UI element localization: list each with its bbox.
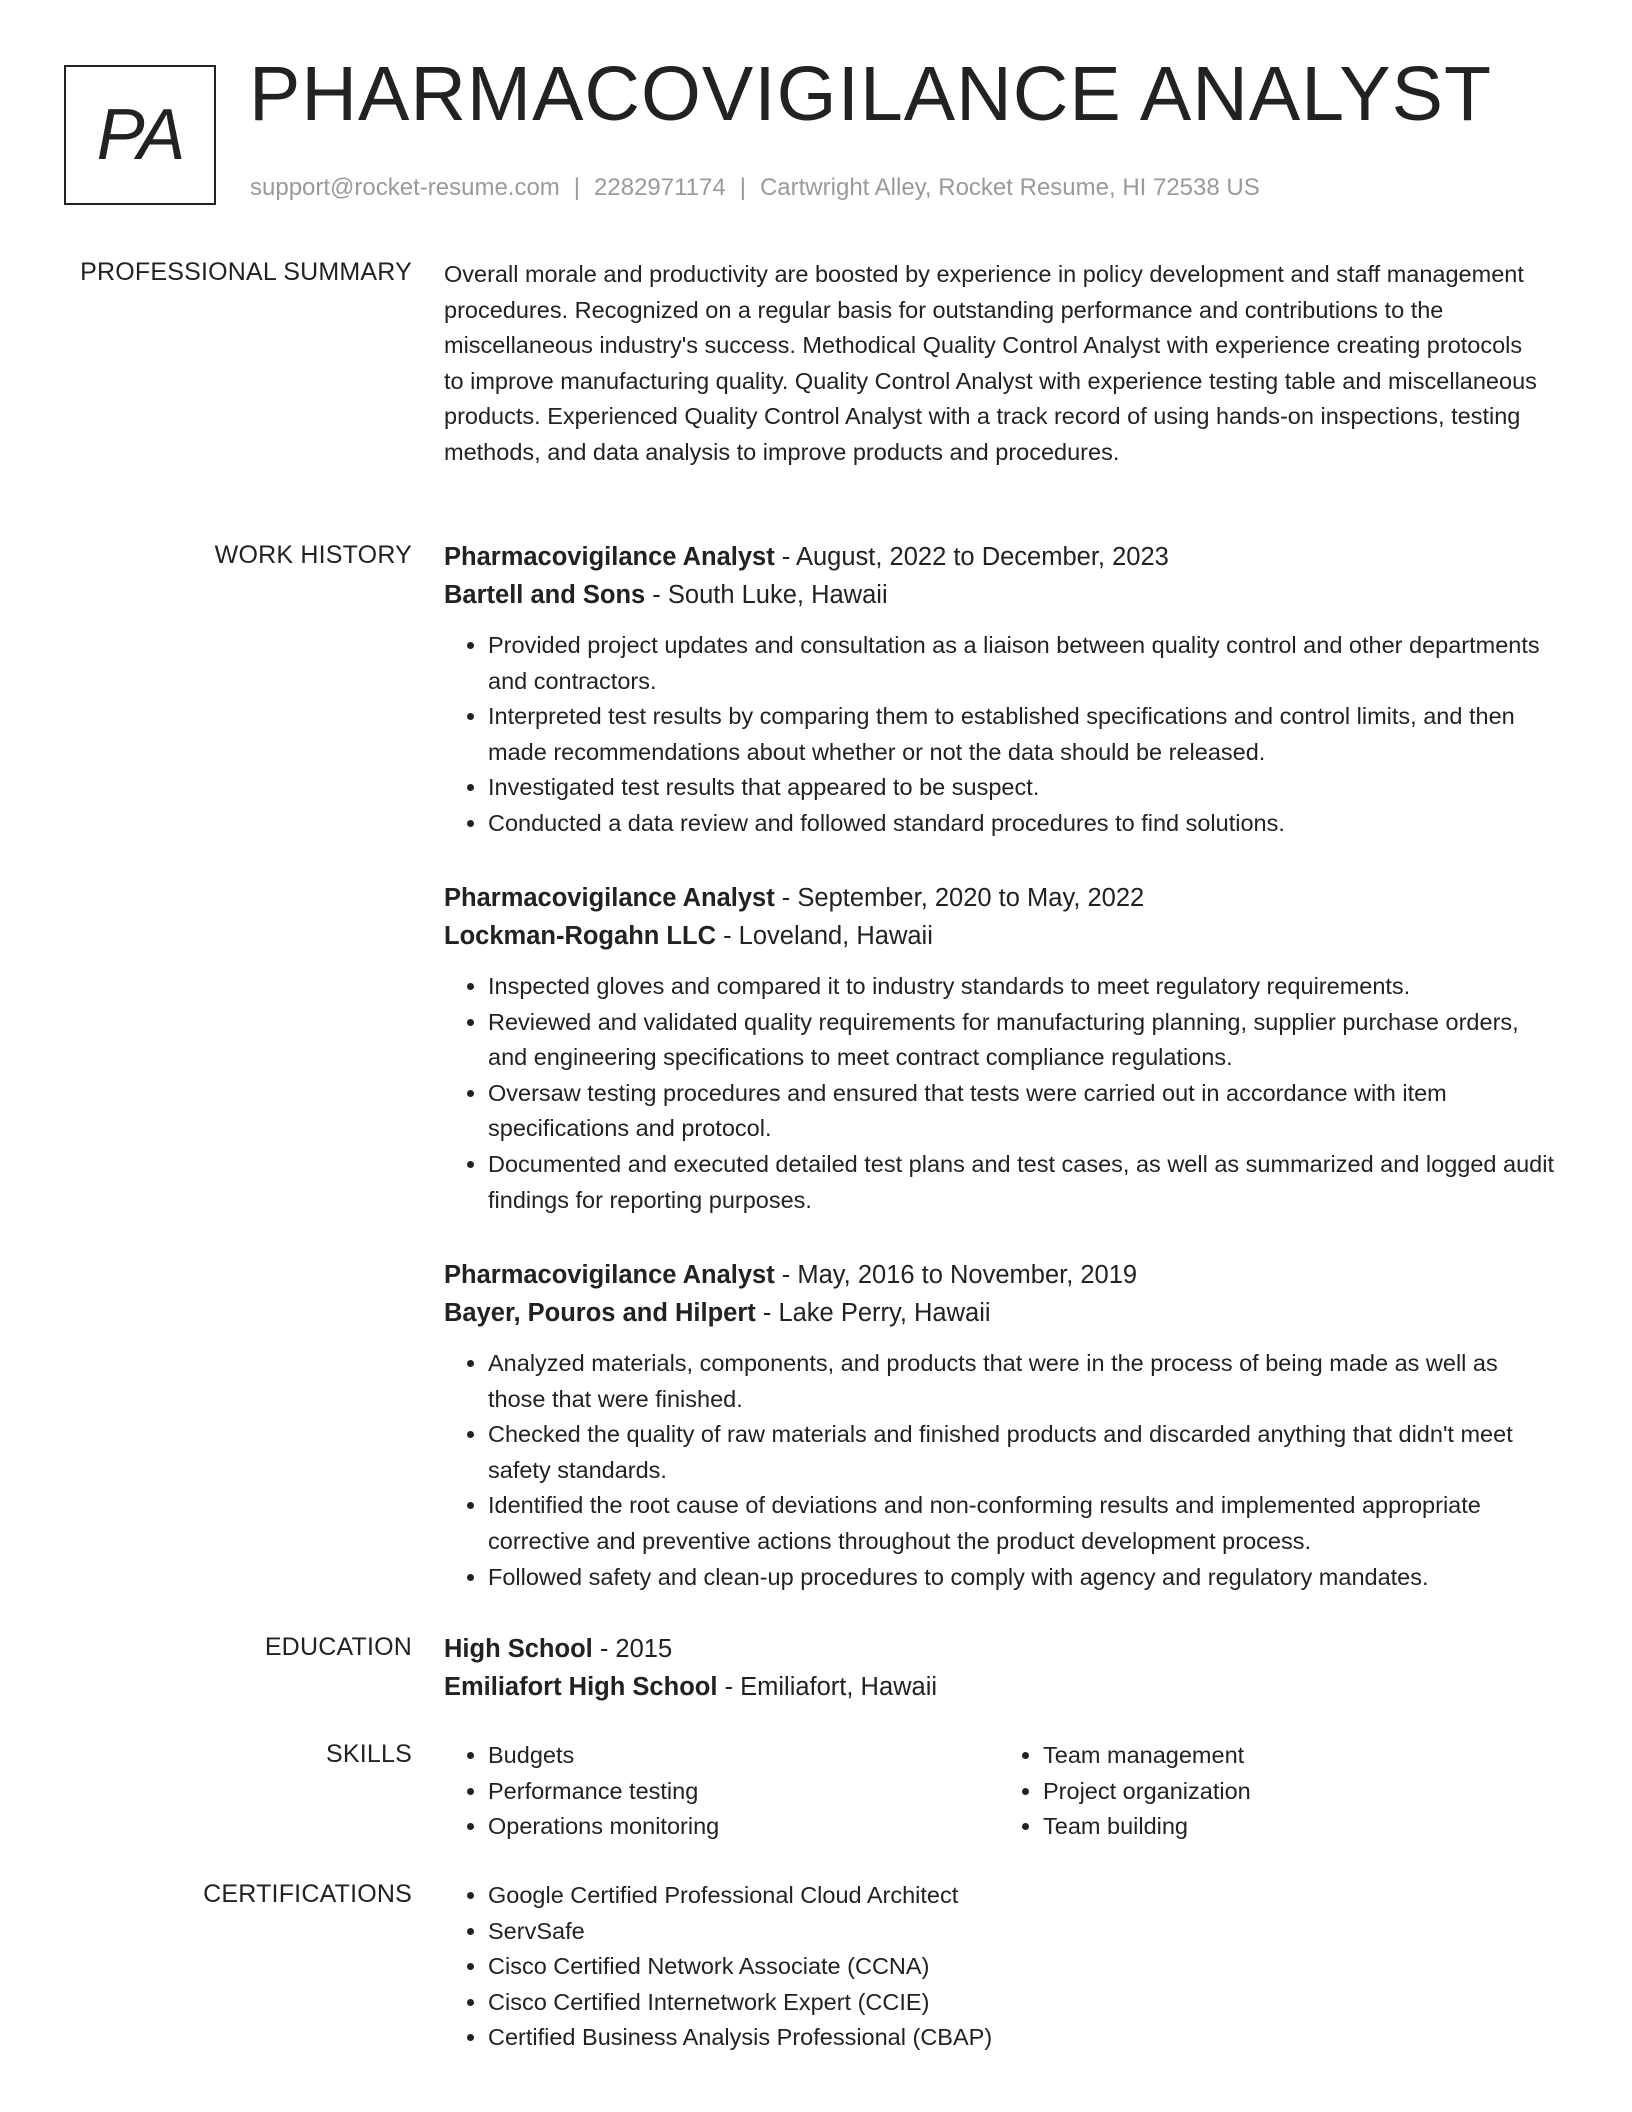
- job-title-line: Pharmacovigilance Analyst - September, 2020 to May, 2022: [444, 884, 1145, 912]
- job-title: Pharmacovigilance Analyst: [444, 1261, 775, 1289]
- education-section: [444, 1630, 1554, 1706]
- section-label-skills: SKILLS: [326, 1740, 412, 1768]
- job-title-line: Pharmacovigilance Analyst - August, 2022 to December, 2023: [444, 543, 1169, 571]
- skills-list-left: [444, 1738, 999, 1845]
- job-dates: August, 2022 to December, 2023: [795, 543, 1169, 571]
- job-entry: [444, 538, 1554, 842]
- job-bullet: • Followed safety and clean-up procedures to comply with agency and regulatory mandates.: [488, 1560, 1554, 1596]
- skill-item: • Team management: [1043, 1738, 1554, 1774]
- certifications-list: [444, 1878, 1554, 2056]
- job-location: Loveland, Hawaii: [738, 922, 933, 950]
- skill-item: • Budgets: [488, 1738, 999, 1774]
- certifications-section: [444, 1878, 1554, 2056]
- job-title: Pharmacovigilance Analyst: [444, 884, 775, 912]
- education-school-line: Emiliafort High School - Emiliafort, Hawaii: [444, 1673, 938, 1701]
- contact-separator: |: [739, 174, 746, 201]
- contact-address: Cartwright Alley, Rocket Resume, HI 72538 US: [759, 174, 1260, 201]
- job-dates: September, 2020 to May, 2022: [797, 884, 1145, 912]
- job-company-line: Bayer, Pouros and Hilpert - Lake Perry, Hawaii: [444, 1299, 991, 1327]
- job-bullet: • Checked the quality of raw materials and finished products and discarded anything that didn't meet safety standards.: [488, 1417, 1554, 1488]
- job-bullet: • Documented and executed detailed test plans and test cases, as well as summarized and logged audit findings for reporting purposes.: [488, 1147, 1554, 1218]
- certification-item: • Certified Business Analysis Professional (CBAP): [488, 2020, 1554, 2056]
- section-label-certifications: CERTIFICATIONS: [203, 1880, 412, 1908]
- section-label-work-history: WORK HISTORY: [214, 541, 412, 569]
- contact-line: [250, 174, 1260, 202]
- skill-item: • Project organization: [1043, 1774, 1554, 1810]
- certification-item: • Cisco Certified Network Associate (CCNA): [488, 1949, 1554, 1985]
- job-bullet: • Conducted a data review and followed standard procedures to find solutions.: [488, 806, 1554, 842]
- job-bullet: • Analyzed materials, components, and products that were in the process of being made as well as those that were finished.: [488, 1346, 1554, 1417]
- monogram-box: [64, 65, 216, 205]
- skill-item: • Team building: [1043, 1809, 1554, 1845]
- education-school: Emiliafort High School: [444, 1673, 718, 1701]
- education-degree-line: High School - 2015: [444, 1635, 673, 1663]
- job-entry: [444, 879, 1554, 1218]
- job-bullet: • Interpreted test results by comparing them to established specifications and control limits, and then made recommendations about whether or not the data should be released.: [488, 699, 1554, 770]
- job-bullet: • Reviewed and validated quality requirements for manufacturing planning, supplier purchase orders, and engineering specifications to meet contract compliance regulations.: [488, 1005, 1554, 1076]
- skills-list-right: [999, 1738, 1554, 1845]
- job-company-line: Lockman-Rogahn LLC - Loveland, Hawaii: [444, 922, 933, 950]
- skills-section: [444, 1738, 1554, 1845]
- job-company-line: Bartell and Sons - South Luke, Hawaii: [444, 581, 888, 609]
- job-company: Lockman-Rogahn LLC: [444, 922, 716, 950]
- resume-title: PHARMACOVIGILANCE ANALYST: [249, 51, 1493, 137]
- job-bullet: • Provided project updates and consultation as a liaison between quality control and other departments and contractors.: [488, 628, 1554, 699]
- job-company: Bayer, Pouros and Hilpert: [444, 1299, 756, 1327]
- education-location: Emiliafort, Hawaii: [740, 1673, 938, 1701]
- contact-separator: |: [573, 174, 581, 201]
- monogram-initials: PA: [96, 95, 184, 175]
- job-bullet: • Inspected gloves and compared it to industry standards to meet regulatory requirements.: [488, 969, 1554, 1005]
- contact-phone[interactable]: 2282971174: [594, 174, 726, 201]
- job-dates: May, 2016 to November, 2019: [797, 1261, 1138, 1289]
- certification-item: • Cisco Certified Internetwork Expert (CCIE): [488, 1985, 1554, 2021]
- summary-text: Overall morale and productivity are boosted by experience in policy development and staff management procedures. Recognized on a regular basis for outstanding performance and contributions to the miscellaneous industry's success. Methodical Quality Control Analyst with experience creating protocols to improve manufacturing quality. Quality Control Analyst with experience testing table and miscellaneous products. Experienced Quality Control Analyst with a track record of using hands-on inspections, testing methods, and data analysis to improve products and procedures.: [444, 261, 1537, 465]
- job-bullets: [444, 969, 1554, 1218]
- education-degree: High School: [444, 1635, 593, 1663]
- job-entry: [444, 1256, 1554, 1595]
- job-bullets: [444, 1346, 1554, 1595]
- job-title: Pharmacovigilance Analyst: [444, 543, 775, 571]
- job-bullet: • Investigated test results that appeared to be suspect.: [488, 770, 1554, 806]
- certification-item: • ServSafe: [488, 1914, 1554, 1950]
- education-year: 2015: [615, 1635, 673, 1663]
- certification-item: • Google Certified Professional Cloud Architect: [488, 1878, 1554, 1914]
- job-company: Bartell and Sons: [444, 581, 646, 609]
- job-bullets: [444, 628, 1554, 842]
- job-location: South Luke, Hawaii: [667, 581, 888, 609]
- skill-item: • Operations monitoring: [488, 1809, 999, 1845]
- section-label-education: EDUCATION: [264, 1633, 412, 1661]
- job-bullet: • Identified the root cause of deviations and non-conforming results and implemented appropriate corrective and preventive actions throughout the product development process.: [488, 1488, 1554, 1559]
- job-title-line: Pharmacovigilance Analyst - May, 2016 to November, 2019: [444, 1261, 1138, 1289]
- skill-item: • Performance testing: [488, 1774, 999, 1810]
- section-label-summary: PROFESSIONAL SUMMARY: [80, 258, 412, 286]
- job-bullet: • Oversaw testing procedures and ensured that tests were carried out in accordance with item specifications and protocol.: [488, 1076, 1554, 1147]
- job-location: Lake Perry, Hawaii: [778, 1299, 991, 1327]
- summary-section: [444, 257, 1544, 471]
- contact-email[interactable]: support@rocket-resume.com: [250, 174, 560, 201]
